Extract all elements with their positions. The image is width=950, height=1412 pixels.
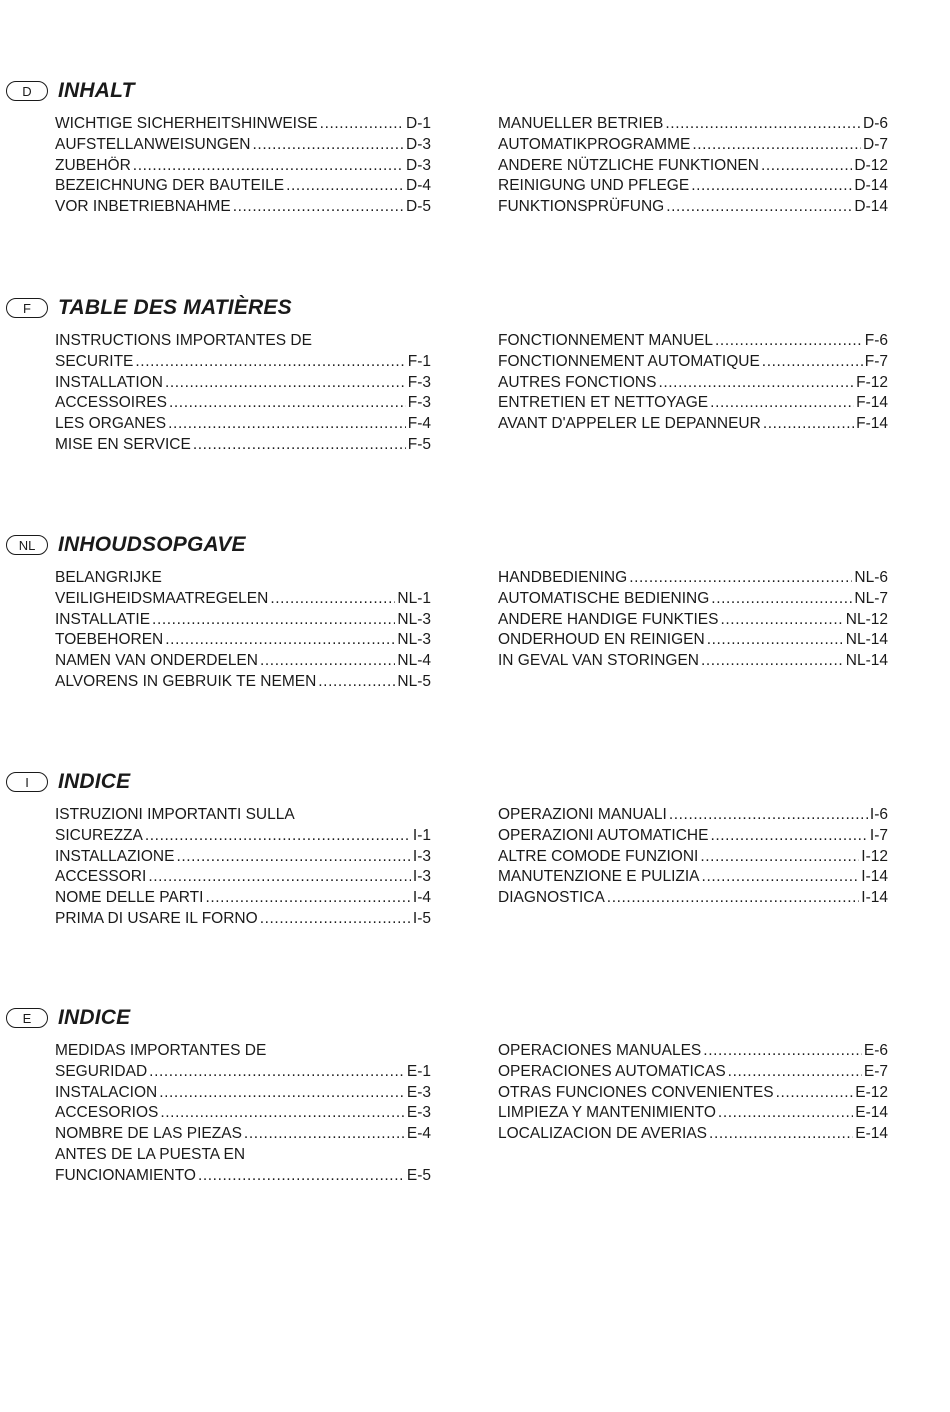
dot-leader <box>145 826 411 847</box>
toc-entry <box>55 672 431 693</box>
toc-entry <box>498 826 888 847</box>
toc-column-left <box>55 331 431 456</box>
dot-leader <box>270 589 395 610</box>
toc-entry-page: F-14 <box>856 415 888 433</box>
toc-entry-page: NL-3 <box>397 610 431 628</box>
dot-leader <box>133 156 404 177</box>
toc-entry-page: E-14 <box>855 1125 888 1143</box>
dot-leader <box>193 435 406 456</box>
toc-entry-text: LIMPIEZA Y MANTENIMIENTO <box>498 1104 716 1122</box>
toc-entry-text: OTRAS FUNCIONES CONVENIENTES <box>498 1083 774 1101</box>
toc-entry-text: ANTES DE LA PUESTA EN <box>55 1145 246 1163</box>
toc-entry <box>498 1041 888 1062</box>
toc-entry-page: D-14 <box>854 198 888 216</box>
toc-entry-text: VOR INBETRIEBNAHME <box>55 198 231 216</box>
toc-entry-page: I-6 <box>869 806 888 823</box>
toc-entry-page: I-4 <box>412 889 431 907</box>
toc-entry-page: I-14 <box>861 889 888 907</box>
toc-entry-page: E-6 <box>863 1042 888 1059</box>
toc-column-right <box>498 1041 888 1145</box>
toc-entry-text: DIAGNOSTICA <box>498 889 605 907</box>
toc-entry <box>55 888 431 909</box>
toc-entry-text: OPERAZIONI AUTOMATICHE <box>498 826 709 844</box>
dot-leader <box>720 610 843 631</box>
dot-leader <box>658 373 854 394</box>
toc-entry-page: NL-1 <box>397 589 431 607</box>
toc-column-right <box>498 331 888 435</box>
toc-entry-text: AUTRES FONCTIONS <box>498 373 657 391</box>
dot-leader <box>703 1041 862 1062</box>
dot-leader <box>666 197 852 218</box>
toc-entry-page: E-7 <box>863 1062 888 1080</box>
toc-entry-text: SECURITE <box>55 352 134 370</box>
toc-entry <box>55 589 431 610</box>
dot-leader <box>152 610 395 631</box>
dot-leader <box>260 651 395 672</box>
toc-entry-text: ANDERE HANDIGE FUNKTIES <box>498 610 719 628</box>
toc-entry-text: OPERACIONES AUTOMATICAS <box>498 1062 726 1080</box>
toc-entry <box>498 1103 888 1124</box>
language-badge: I <box>6 772 48 792</box>
toc-entry-text: VEILIGHEIDSMAATREGELEN <box>55 589 269 607</box>
dot-leader <box>165 630 395 651</box>
toc-entry-text: HANDBEDIENING <box>498 569 628 586</box>
toc-entry-page: I-1 <box>412 826 431 844</box>
dot-leader <box>165 373 406 394</box>
toc-entry <box>55 197 431 218</box>
dot-leader <box>159 1083 405 1104</box>
toc-entry <box>55 847 431 868</box>
toc-entry <box>55 176 431 197</box>
dot-leader <box>169 393 406 414</box>
toc-entry-text: NOMBRE DE LAS PIEZAS <box>55 1125 242 1143</box>
toc-entry-text: WICHTIGE SICHERHEITSHINWEISE <box>55 115 318 132</box>
toc-entry-page: D-4 <box>406 177 431 195</box>
section-heading <box>6 78 135 104</box>
toc-entry-page: D-7 <box>863 135 888 153</box>
toc-entry <box>55 1166 431 1187</box>
toc-entry-text: MANUELLER BETRIEB <box>498 115 664 132</box>
toc-entry-page: I-3 <box>412 868 431 886</box>
toc-entry-text: ACCESSORI <box>55 868 147 886</box>
dot-leader <box>607 888 859 909</box>
dot-leader <box>701 651 844 672</box>
toc-entry-page: E-3 <box>406 1083 431 1101</box>
dot-leader <box>728 1062 862 1083</box>
dot-leader <box>198 1166 405 1187</box>
toc-entry-page: D-5 <box>406 198 431 216</box>
toc-entry-text: PRIMA DI USARE IL FORNO <box>55 909 258 927</box>
toc-entry <box>55 630 431 651</box>
dot-leader <box>135 352 405 373</box>
toc-entry-text: ONDERHOUD EN REINIGEN <box>498 631 705 649</box>
toc-entry-page: NL-4 <box>397 652 431 670</box>
toc-entry <box>498 176 888 197</box>
toc-entry-page: I-5 <box>412 909 431 927</box>
toc-entry <box>55 114 431 135</box>
dot-leader <box>665 114 861 135</box>
toc-entry <box>55 909 431 930</box>
toc-entry-text: TOEBEHOREN <box>55 631 164 649</box>
toc-entry-page: F-14 <box>856 394 888 412</box>
section-title: TABLE DES MATIÈRES <box>58 296 292 319</box>
section-title: INHOUDSOPGAVE <box>58 533 246 556</box>
toc-entry <box>55 805 431 826</box>
toc-entry <box>498 610 888 631</box>
toc-entry <box>55 352 431 373</box>
toc-entry-text: MISE EN SERVICE <box>55 435 191 453</box>
dot-leader <box>253 135 405 156</box>
toc-entry-text: IN GEVAL VAN STORINGEN <box>498 652 699 670</box>
toc-column-right <box>498 114 888 218</box>
dot-leader <box>260 909 411 930</box>
toc-entry <box>498 414 888 435</box>
dot-leader <box>776 1083 854 1104</box>
toc-entry <box>55 651 431 672</box>
toc-entry <box>55 867 431 888</box>
toc-entry-text: LOCALIZACION DE AVERIAS <box>498 1125 708 1143</box>
dot-leader <box>148 867 411 888</box>
toc-entry-page: NL-3 <box>397 631 431 649</box>
dot-leader <box>176 847 410 868</box>
toc-entry <box>55 826 431 847</box>
toc-entry-page: I-12 <box>861 847 888 865</box>
toc-entry-page: F-3 <box>407 394 431 412</box>
toc-column-left <box>55 568 431 693</box>
dot-leader <box>629 568 852 589</box>
toc-column-right <box>498 805 888 909</box>
toc-entry-page: I-14 <box>861 868 888 886</box>
toc-entry <box>498 630 888 651</box>
toc-entry <box>498 568 888 589</box>
toc-entry-text: ENTRETIEN ET NETTOYAGE <box>498 394 709 412</box>
toc-entry-text: FONCTIONNEMENT AUTOMATIQUE <box>498 352 760 370</box>
dot-leader <box>711 589 852 610</box>
toc-entry-page: NL-14 <box>845 631 888 649</box>
toc-entry-page: E-5 <box>406 1166 431 1184</box>
toc-entry-page: D-6 <box>863 115 888 132</box>
dot-leader <box>702 867 860 888</box>
dot-leader <box>761 156 852 177</box>
language-badge: D <box>6 81 48 101</box>
toc-entry-page: D-1 <box>406 115 431 132</box>
language-badge: F <box>6 298 48 318</box>
toc-entry-text: AUTOMATISCHE BEDIENING <box>498 589 710 607</box>
toc-entry-text: ISTRUZIONI IMPORTANTI SULLA <box>55 806 295 823</box>
toc-entry <box>498 373 888 394</box>
toc-entry-text: FUNCIONAMIENTO <box>55 1166 196 1184</box>
toc-entry <box>55 568 431 589</box>
toc-entry <box>55 135 431 156</box>
toc-entry <box>498 1124 888 1145</box>
toc-column-left <box>55 1041 431 1187</box>
section-title: INHALT <box>58 79 135 102</box>
toc-entry-page: F-1 <box>407 352 431 370</box>
toc-column-left <box>55 114 431 218</box>
dot-leader <box>233 197 404 218</box>
toc-entry-page: F-7 <box>864 352 888 370</box>
toc-entry <box>498 1062 888 1083</box>
toc-column-right <box>498 568 888 672</box>
toc-entry-page: D-3 <box>406 156 431 174</box>
dot-leader <box>691 176 852 197</box>
dot-leader <box>718 1103 853 1124</box>
toc-entry-text: FUNKTIONSPRÜFUNG <box>498 198 665 216</box>
toc-entry-page: I-7 <box>869 826 888 844</box>
toc-entry <box>55 1041 431 1062</box>
dot-leader <box>205 888 410 909</box>
toc-entry-page: E-4 <box>406 1125 431 1143</box>
toc-entry-text: ZUBEHÖR <box>55 156 131 174</box>
toc-entry <box>498 331 888 352</box>
toc-entry <box>55 1083 431 1104</box>
dot-leader <box>763 414 854 435</box>
toc-entry-text: REINIGUNG UND PFLEGE <box>498 177 690 195</box>
section-heading <box>6 769 130 795</box>
toc-entry <box>498 888 888 909</box>
toc-column-left <box>55 805 431 930</box>
dot-leader <box>762 352 863 373</box>
toc-entry-text: NAMEN VAN ONDERDELEN <box>55 652 258 670</box>
toc-entry-text: SICUREZZA <box>55 826 143 844</box>
toc-entry-page: E-14 <box>855 1104 888 1122</box>
toc-entry-text: INSTALACION <box>55 1083 158 1101</box>
toc-entry-page: D-12 <box>854 156 888 174</box>
toc-entry-page: F-6 <box>864 332 888 349</box>
toc-entry-text: ACCESORIOS <box>55 1104 159 1122</box>
toc-entry-page: NL-5 <box>397 672 431 690</box>
dot-leader <box>710 393 854 414</box>
toc-entry-page: E-1 <box>406 1062 431 1080</box>
language-badge: NL <box>6 535 48 555</box>
toc-entry <box>55 1145 431 1166</box>
dot-leader <box>669 805 868 826</box>
toc-entry-text: SEGURIDAD <box>55 1062 148 1080</box>
toc-entry-text: OPERAZIONI MANUALI <box>498 806 667 823</box>
dot-leader <box>707 630 844 651</box>
dot-leader <box>692 135 861 156</box>
toc-entry-text: MEDIDAS IMPORTANTES DE <box>55 1042 267 1059</box>
toc-entry <box>55 331 431 352</box>
toc-entry-text: ACCESSOIRES <box>55 394 167 412</box>
toc-entry <box>498 847 888 868</box>
toc-entry <box>498 135 888 156</box>
toc-entry-page: I-3 <box>412 847 431 865</box>
toc-entry <box>55 156 431 177</box>
toc-entry-text: NOME DELLE PARTI <box>55 889 204 907</box>
toc-entry-page: D-3 <box>406 135 431 153</box>
dot-leader <box>710 826 867 847</box>
toc-entry-text: INSTALLAZIONE <box>55 847 175 865</box>
toc-entry-page: F-5 <box>407 435 431 453</box>
section-heading <box>6 1005 130 1031</box>
dot-leader <box>320 114 404 135</box>
dot-leader <box>709 1124 853 1145</box>
toc-entry <box>55 393 431 414</box>
toc-entry-text: MANUTENZIONE E PULIZIA <box>498 868 700 886</box>
toc-entry-page: F-12 <box>856 373 888 391</box>
toc-entry <box>498 393 888 414</box>
toc-entry-text: AUFSTELLANWEISUNGEN <box>55 135 251 153</box>
toc-entry-page: F-3 <box>407 373 431 391</box>
dot-leader <box>244 1124 405 1145</box>
dot-leader <box>168 414 406 435</box>
dot-leader <box>318 672 395 693</box>
toc-entry-page: D-14 <box>854 177 888 195</box>
toc-entry-page: NL-6 <box>854 569 888 586</box>
toc-entry <box>55 610 431 631</box>
dot-leader <box>286 176 404 197</box>
toc-entry <box>55 373 431 394</box>
toc-entry <box>498 651 888 672</box>
toc-entry <box>498 805 888 826</box>
toc-entry-text: AUTOMATIKPROGRAMME <box>498 135 691 153</box>
toc-entry-text: INSTRUCTIONS IMPORTANTES DE <box>55 332 312 349</box>
toc-entry-text: LES ORGANES <box>55 415 167 433</box>
toc-entry-text: AVANT D'APPELER LE DEPANNEUR <box>498 415 761 433</box>
toc-entry-page: NL-7 <box>854 589 888 607</box>
toc-entry <box>498 114 888 135</box>
dot-leader <box>700 847 859 868</box>
toc-entry <box>498 156 888 177</box>
toc-entry <box>55 1103 431 1124</box>
toc-entry <box>498 589 888 610</box>
toc-entry <box>498 197 888 218</box>
toc-entry-text: INSTALLATION <box>55 373 163 391</box>
section-title: INDICE <box>58 770 131 793</box>
toc-entry-page: F-4 <box>407 415 431 433</box>
toc-entry <box>498 1083 888 1104</box>
toc-entry-page: E-3 <box>406 1104 431 1122</box>
toc-entry-page: NL-12 <box>845 610 888 628</box>
section-title: INDICE <box>58 1006 131 1029</box>
toc-entry-text: ALVORENS IN GEBRUIK TE NEMEN <box>55 672 317 690</box>
toc-entry-text: BELANGRIJKE <box>55 569 162 586</box>
toc-entry-page: NL-14 <box>845 652 888 670</box>
toc-entry <box>55 1062 431 1083</box>
toc-entry <box>55 1124 431 1145</box>
toc-entry-text: OPERACIONES MANUALES <box>498 1042 702 1059</box>
dot-leader <box>149 1062 405 1083</box>
section-heading <box>6 532 246 558</box>
toc-entry-text: BEZEICHNUNG DER BAUTEILE <box>55 177 285 195</box>
language-badge: E <box>6 1008 48 1028</box>
toc-entry <box>55 414 431 435</box>
toc-entry-text: FONCTIONNEMENT MANUEL <box>498 332 714 349</box>
toc-entry-text: INSTALLATIE <box>55 610 151 628</box>
toc-entry-text: ALTRE COMODE FUNZIONI <box>498 847 699 865</box>
toc-entry <box>55 435 431 456</box>
toc-entry <box>498 867 888 888</box>
toc-entry-text: ANDERE NÜTZLICHE FUNKTIONEN <box>498 156 759 174</box>
dot-leader <box>160 1103 405 1124</box>
toc-entry <box>498 352 888 373</box>
section-heading <box>6 295 292 321</box>
dot-leader <box>715 331 863 352</box>
toc-entry-page: E-12 <box>855 1083 888 1101</box>
